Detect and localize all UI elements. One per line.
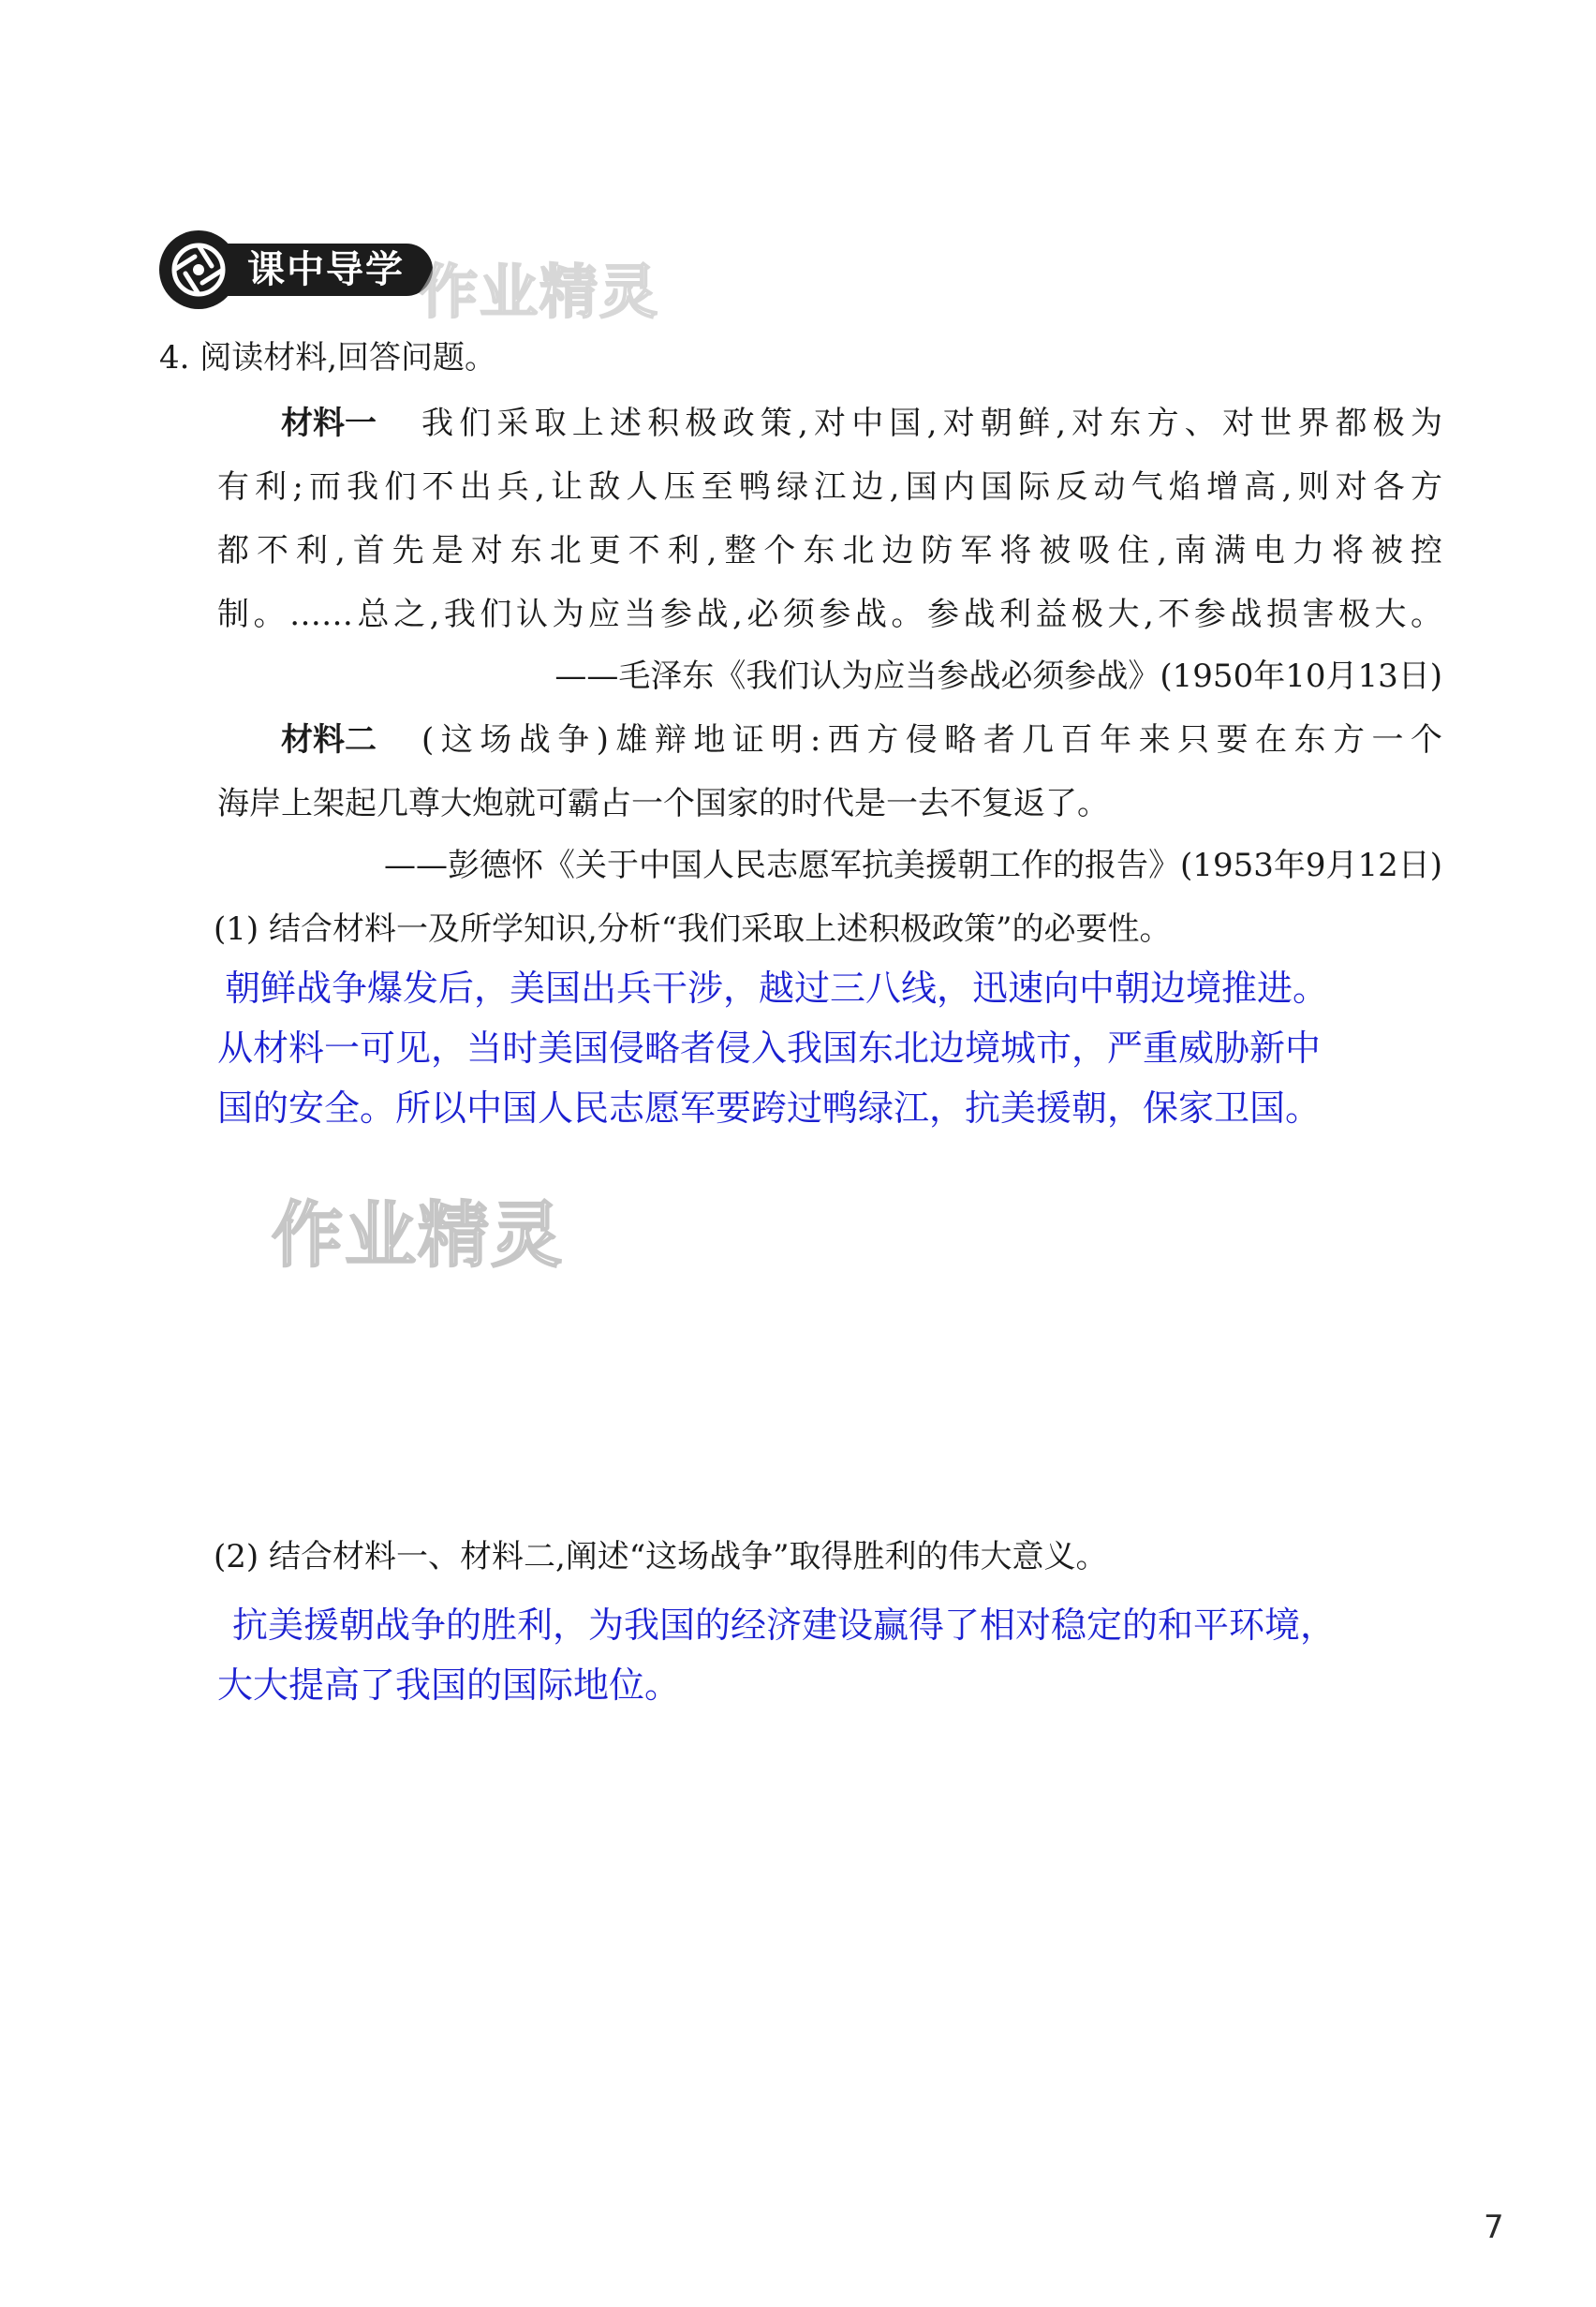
answer-2-line: 抗美援朝战争的胜利，为我国的经济建设赢得了相对稳定的和平环境， <box>232 1605 1337 1646</box>
sub-question-2-prompt: (2) 结合材料一、材料二,阐述“这场战争”取得胜利的伟大意义。 <box>214 1538 1108 1575</box>
material1-label: 材料一 <box>281 405 377 442</box>
section-header <box>159 230 440 309</box>
material2-first-line <box>281 721 1442 759</box>
material1-source: ——毛泽东《我们认为应当参战必须参战》(1950年10月13日) <box>554 658 1442 695</box>
material2-line: (这场战争)雄辩地证明:西方侵略者几百年来只要在东方一个 <box>421 721 1442 759</box>
material1-line: 我们采取上述积极政策,对中国,对朝鲜,对东方、对世界都极为 <box>421 405 1442 442</box>
answer-1-line: 从材料一可见，当时美国侵略者侵入我国东北边境城市，严重威胁新中 <box>217 1028 1322 1069</box>
page-number: 7 <box>1484 2209 1504 2246</box>
answer-1-line: 国的安全。所以中国人民志愿军要跨过鸭绿江，抗美援朝，保家卫国。 <box>217 1087 1322 1129</box>
material1-first-line <box>281 405 1442 442</box>
answer-1-line: 朝鲜战争爆发后，美国出兵干涉，越过三八线，迅速向中朝边境推进。 <box>225 968 1329 1009</box>
material1-line: 都不利,首先是对东北更不利,整个东北边防军将被吸住,南满电力将被控 <box>217 532 1442 569</box>
question-title: 4. 阅读材料,回答问题。 <box>159 339 497 377</box>
material2-source: ——彭德怀《关于中国人民志愿军抗美援朝工作的报告》(1953年9月12日) <box>384 847 1442 884</box>
material2-line: 海岸上架起几尊大炮就可霸占一个国家的时代是一去不复返了。 <box>217 785 1109 822</box>
sub-question-1-prompt: (1) 结合材料一及所学知识,分析“我们采取上述积极政策”的必要性。 <box>214 910 1172 948</box>
section-title: 课中导学 <box>247 248 405 291</box>
material2-label: 材料二 <box>281 721 377 759</box>
watermark: 作业精灵 <box>272 1193 564 1277</box>
answer-2-line: 大大提高了我国的国际地位。 <box>217 1664 681 1706</box>
material1-line: 有利;而我们不出兵,让敌人压至鸭绿江边,国内国际反动气焰增高,则对各方 <box>217 468 1442 506</box>
material1-line: 制。……总之,我们认为应当参战,必须参战。参战利益极大,不参战损害极大。 <box>217 596 1442 633</box>
camera-aperture-icon <box>159 230 238 309</box>
watermark: 作业精灵 <box>420 258 660 326</box>
